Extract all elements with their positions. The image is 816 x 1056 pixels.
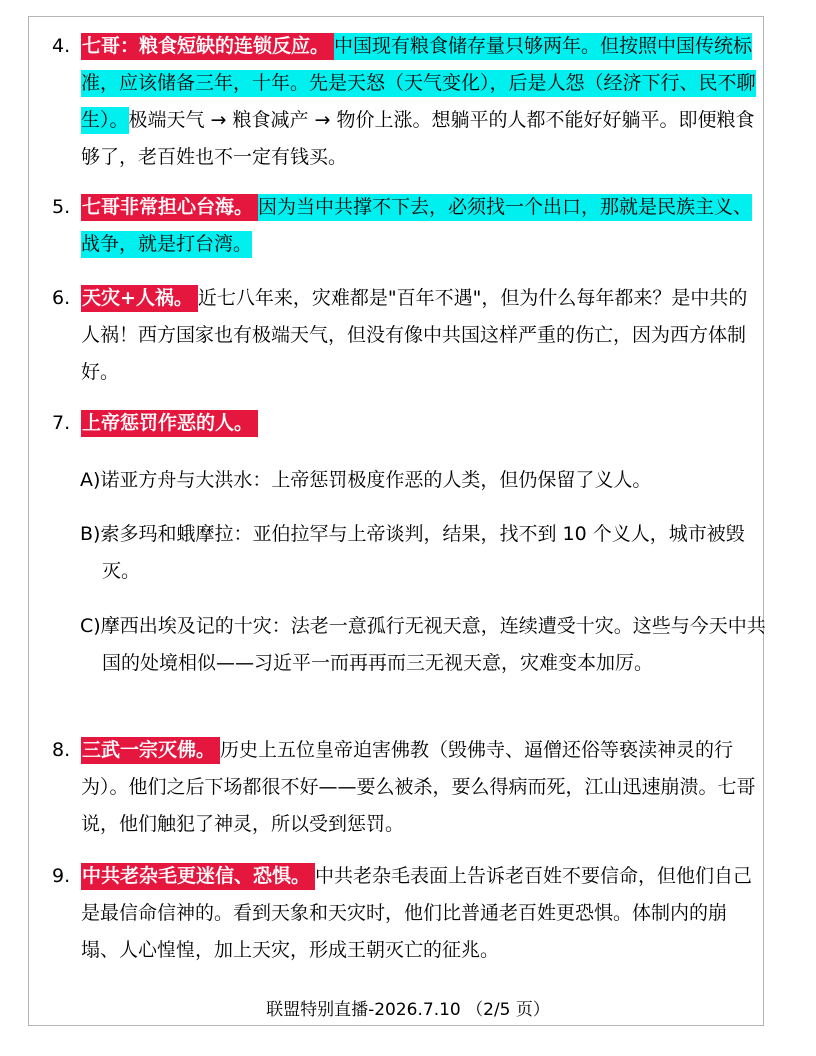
sub-item-text: 诺亚方舟与大洪水：上帝惩罚极度作恶的人类，但仍保留了义人。 bbox=[100, 469, 652, 491]
item-title: 三武一宗灭佛。 bbox=[81, 737, 220, 764]
sub-item-label: C) bbox=[80, 615, 101, 637]
item-text: 历史上五位皇帝迫害佛教（毁佛寺、逼僧还俗等亵渎神灵的行为）。他们之后下场都很不好——要么被杀，要么得病而死，江山迅速崩溃。七哥说，他们触犯了神灵，所以受到惩罚。 bbox=[81, 739, 756, 835]
page-footer: 联盟特别直播-2026.7.10 （2/5 页） bbox=[266, 1000, 550, 1020]
item-number: 5. bbox=[52, 196, 71, 218]
list-item-6 bbox=[52, 280, 764, 391]
item-number: 7. bbox=[52, 412, 71, 434]
sub-item-text: 摩西出埃及记的十灾：法老一意孤行无视天意，连续遭受十灾。这些与今天中共国的处境相似——习近平一而再再而三无视天意，灾难变本加厉。 bbox=[100, 615, 766, 674]
item-text: 极端天气 → 粮食减产 → 物价上涨。想躺平的人都不能好好躺平。即便粮食够了，老百姓也不一定有钱买。 bbox=[81, 109, 755, 168]
list-item-9 bbox=[52, 858, 764, 969]
list-item-8 bbox=[52, 732, 764, 843]
item-title: 中共老杂毛更迷信、恐惧。 bbox=[81, 863, 315, 890]
list-item-7 bbox=[52, 405, 764, 442]
sub-item-label: B) bbox=[80, 523, 101, 545]
sub-item-label: A) bbox=[80, 469, 101, 491]
item-highlight: 中国现有粮食储存量只够两年。但按照中国传统标准，应该储备三年，十年。先是天怒（天气变化），后是人怨（经济下行、民不聊生）。 bbox=[81, 33, 756, 134]
sub-item-b bbox=[80, 516, 770, 590]
item-title: 天灾+人祸。 bbox=[81, 285, 198, 312]
item-title: 上帝惩罚作恶的人。 bbox=[81, 410, 258, 437]
item-number: 8. bbox=[52, 739, 71, 761]
sub-item-a bbox=[80, 462, 770, 499]
item-text: 近七八年来，灾难都是"百年不遇"，但为什么每年都来？是中共的人祸！西方国家也有极端天气，但没有像中共国这样严重的伤亡，因为西方体制好。 bbox=[81, 287, 748, 383]
sub-item-text: 索多玛和蛾摩拉：亚伯拉罕与上帝谈判，结果，找不到 10 个义人，城市被毁灭。 bbox=[100, 523, 745, 582]
item-highlight: 因为当中共撑不下去，必须找一个出口，那就是民族主义、战争，就是打台湾。 bbox=[81, 194, 752, 258]
item-number: 9. bbox=[52, 865, 71, 887]
item-number: 6. bbox=[52, 287, 71, 309]
item-title: 七哥非常担心台海。 bbox=[81, 194, 258, 221]
list-item-4 bbox=[52, 28, 764, 176]
list-item-5 bbox=[52, 189, 764, 263]
sub-item-c bbox=[80, 608, 770, 682]
item-title: 七哥：粮食短缺的连锁反应。 bbox=[81, 33, 334, 60]
item-text: 中共老杂毛表面上告诉老百姓不要信命，但他们自己是最信命信神的。看到天象和天灾时，他们比普通老百姓更恐惧。体制内的崩塌、人心惶惶，加上天灾，形成王朝灭亡的征兆。 bbox=[81, 865, 753, 961]
item-number: 4. bbox=[52, 35, 71, 57]
